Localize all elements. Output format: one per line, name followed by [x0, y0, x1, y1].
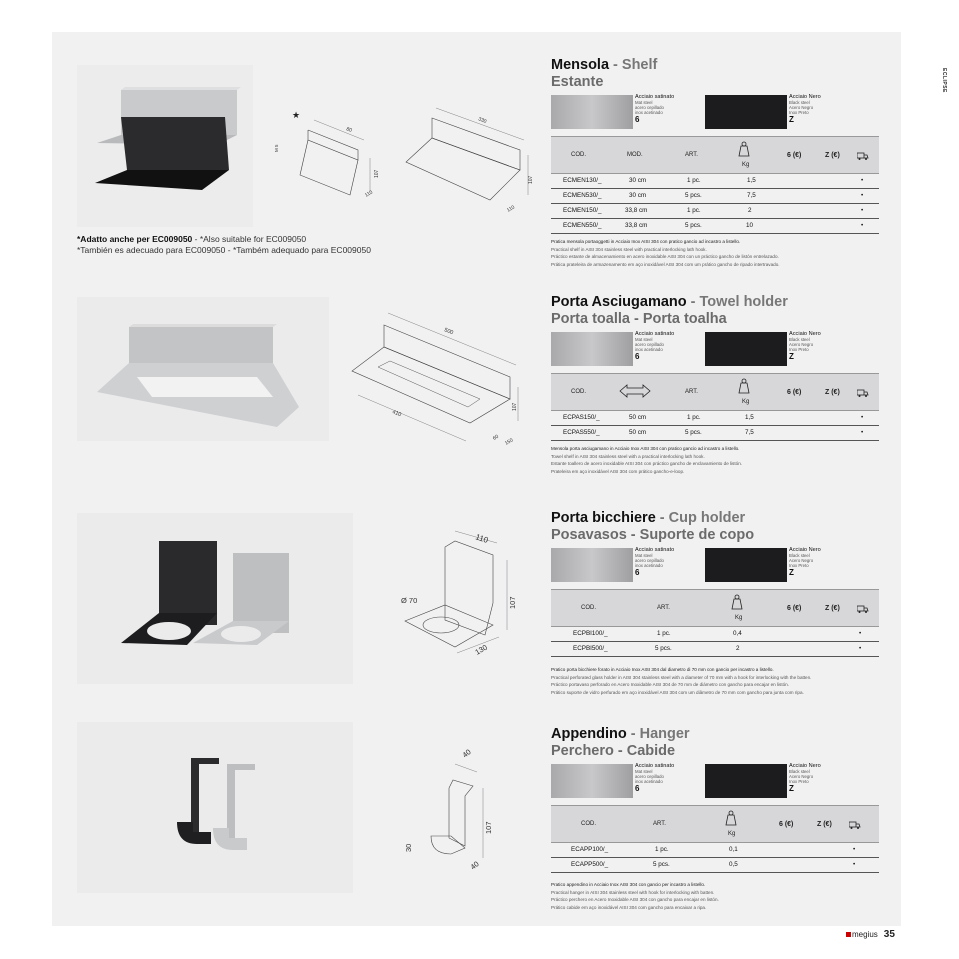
svg-text:40: 40 [468, 859, 481, 872]
section-subtitle: Perchero - Cabide [551, 743, 676, 759]
steel-finish-label: Acciaio satinato Mat steel acero cepillado inox acetinado 6 [635, 763, 675, 793]
svg-text:M 5: M 5 [274, 144, 279, 152]
shelf-photo [77, 65, 253, 227]
steel-finish-label: Acciaio satinato Mat steel acero cepillado inox acetinado 6 [635, 547, 675, 577]
hanger-drawing [395, 742, 525, 877]
table-header: COD. ART. Kg 6 (€) Z (€) [551, 373, 879, 411]
steel-swatch [551, 548, 633, 582]
towel-holder-drawing [340, 295, 530, 455]
cup-holder-drawing [395, 525, 525, 660]
section-subtitle: Posavasos - Suporte de copo [551, 527, 755, 543]
black-swatch [705, 548, 787, 582]
table-header: COD. ART. Kg 6 (€) Z (€) [551, 589, 879, 627]
svg-text:107: 107 [508, 596, 517, 609]
table-header: COD. ART. Kg 6 (€) Z (€) [551, 805, 879, 843]
table-row: ECAPP100/_ 1 pc. 0,1 • [551, 843, 879, 858]
shelf-drawing-1 [270, 100, 390, 210]
length-arrow-icon [619, 384, 651, 398]
svg-text:110: 110 [506, 204, 516, 214]
table-row: ECAPP500/_ 5 pcs. 0,5 • [551, 858, 879, 873]
svg-text:Ø 70: Ø 70 [401, 596, 418, 605]
svg-text:150: 150 [504, 437, 515, 447]
weight-icon [736, 378, 752, 394]
finish-swatches [551, 548, 879, 584]
description: Pratica mensola portaoggetti in Acciaio Inox AISI 304 con pratico gancio ad incastro a listello. Practical shelf in AISI 304 stainless steel with practical interlocking lath hook. Práctico estante de almacenamiento en acero inoxidable AISI 304 con un práctico gancho de listón entrelazado. Prática prateleira de armazenamento em aço inoxidável AISI 304 com um prático gancho de ripado intertravado. [551, 239, 780, 267]
delivery-truck-icon [857, 389, 869, 397]
svg-text:80: 80 [345, 126, 353, 134]
star-mark: ★ [292, 110, 301, 120]
table-row: ECMEN530/_ 30 cm 5 pcs. 7,5 • [551, 189, 879, 204]
delivery-truck-icon [849, 821, 861, 829]
section-subtitle: Porta toalla - Porta toalha [551, 311, 727, 327]
black-swatch [705, 764, 787, 798]
table-row: ECPBI100/_ 1 pc. 0,4 • [551, 627, 879, 642]
shelf-drawing-2 [400, 100, 535, 220]
svg-text:330: 330 [477, 116, 488, 125]
delivery-truck-icon [857, 152, 869, 160]
black-finish-label: Acciaio Nero Black steel Acero Negro Inox Preto Z [789, 94, 821, 124]
svg-text:410: 410 [391, 409, 403, 419]
brand-logo: megius [846, 930, 878, 939]
towel-holder-photo [77, 297, 329, 441]
table-row: ECMEN130/_ 30 cm 1 pc. 1,5 • [551, 174, 879, 189]
section-title: Appendino - Hanger [551, 726, 690, 742]
page-footer [846, 929, 895, 940]
steel-finish-label: Acciaio satinato Mat steel acero cepillado inox acetinado 6 [635, 331, 675, 361]
product-rows [551, 174, 879, 234]
section-subtitle: Estante [551, 74, 604, 90]
product-rows [551, 843, 879, 873]
svg-text:110: 110 [364, 189, 374, 199]
table-row: ECMEN150/_ 33,8 cm 1 pc. 2 • [551, 204, 879, 219]
finish-swatches [551, 764, 879, 800]
svg-text:30: 30 [404, 843, 413, 852]
black-finish-label: Acciaio Nero Black steel Acero Negro Inox Preto Z [789, 547, 821, 577]
compatibility-note: *Adatto anche per EC009050 - *Also suitable for EC009050 *También es adecuado para EC009050 - *Também adequado para EC009050 [77, 234, 371, 255]
page-number: 35 [883, 929, 895, 940]
steel-finish-label: Acciaio satinato Mat steel acero cepillado inox acetinado 6 [635, 94, 675, 124]
delivery-truck-icon [857, 605, 869, 613]
steel-swatch [551, 332, 633, 366]
black-finish-label: Acciaio Nero Black steel Acero Negro Inox Preto Z [789, 763, 821, 793]
black-finish-label: Acciaio Nero Black steel Acero Negro Inox Preto Z [789, 331, 821, 361]
finish-swatches [551, 95, 879, 131]
table-row: ECMEN550/_ 33,8 cm 5 pcs. 10 • [551, 219, 879, 234]
steel-swatch [551, 95, 633, 129]
black-swatch [705, 332, 787, 366]
weight-icon [729, 594, 745, 610]
svg-text:500: 500 [443, 327, 455, 337]
cup-holder-photo [77, 513, 353, 684]
section-cup-holder [551, 510, 879, 696]
svg-text:60: 60 [492, 433, 500, 442]
finish-swatches [551, 332, 879, 368]
product-rows [551, 411, 879, 441]
section-title: Mensola - Shelf [551, 57, 658, 73]
table-row: ECPBI500/_ 5 pcs. 2 • [551, 642, 879, 657]
table-header: COD. MOD. ART. Kg 6 (€) Z (€) [551, 136, 879, 174]
svg-text:130: 130 [473, 642, 489, 657]
weight-icon [723, 810, 739, 826]
section-title: Porta Asciugamano - Towel holder [551, 294, 788, 310]
section-hanger [551, 726, 879, 911]
brand-mark-icon [846, 932, 851, 937]
svg-text:110: 110 [474, 532, 490, 545]
product-rows [551, 627, 879, 657]
hanger-photo [77, 722, 353, 893]
description: Pratico appendino in Acciaio Inox AISI 304 con gancio per incastro a listello. Practical hanger in AISI 304 stainless steel with hook for interlocking with batten. Práctico perchero en Acero Inoxidable AISI 304 con gancho para encajar en listón. Prático cabide em aço inoxidável AISI 304 com gancho para encaixar a ripa. [551, 882, 719, 910]
description: Pratico porta bicchiere forato in Acciaio Inox AISI 304 dal diametro di 70 mm con gancio per incastro a listello. Practical perforated glass holder in AISI 304 stainless steel with a diameter of 70 mm with a hook for interlocking with the batten. Práctico portavaso perforado en Acero Inoxidable AISI 304 de 70 mm de diámetro con gancho para encajar en listón. Prático suporte de vidro perfurado em aço inoxidável AISI 304 com um diâmetro de 70 mm com gancho para junta com ripa. [551, 667, 812, 695]
side-label: ECLIPSE [941, 68, 947, 93]
description: Mensola porta asciugamano in Acciaio Inox AISI 304 con pratico gancio ad incastro a listello. Towel shelf in AISI 304 stainless steel with a practical interlocking lath hook. Estante toallero de acero inoxidable AISI 304 con práctico gancho de enclavamiento de listón. Prateleira em aço inoxidável AISI 304 com prático gancho-e-loop. [551, 446, 743, 474]
section-towel-holder [551, 294, 879, 475]
section-shelf [551, 57, 879, 268]
black-swatch [705, 95, 787, 129]
steel-swatch [551, 764, 633, 798]
table-row: ECPAS150/_ 50 cm 1 pc. 1,5 • [551, 411, 879, 426]
section-title: Porta bicchiere - Cup holder [551, 510, 746, 526]
svg-text:107: 107 [374, 169, 380, 178]
weight-icon [736, 141, 752, 157]
table-row: ECPAS550/_ 50 cm 5 pcs. 7,5 • [551, 426, 879, 441]
svg-text:40: 40 [460, 747, 473, 760]
svg-text:107: 107 [512, 402, 518, 411]
svg-text:107: 107 [484, 821, 493, 834]
svg-text:107: 107 [528, 175, 534, 184]
